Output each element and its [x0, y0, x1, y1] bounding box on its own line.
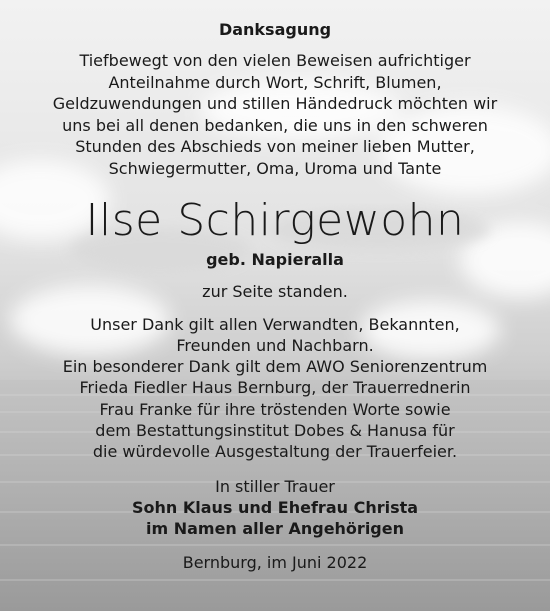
notice-heading: Danksagung	[218, 20, 332, 39]
thanks-paragraph	[0, 314, 550, 463]
thanks-line: die würdevolle Ausgestaltung der Trauerfeier.	[92, 442, 458, 462]
intro-line: Stunden des Abschieds von meiner lieben Mutter,	[75, 137, 475, 157]
signers	[0, 497, 550, 539]
intro-line: Geldzuwendungen und stillen Händedruck möchten wir	[52, 94, 498, 114]
thanks-line: Ein besonderer Dank gilt dem AWO Seniorenzentrum	[62, 357, 488, 377]
intro-paragraph	[0, 50, 550, 180]
thanks-line: Freunden und Nachbarn.	[176, 335, 374, 355]
intro-line: Schwiegermutter, Oma, Uroma und Tante	[108, 158, 442, 178]
deceased-name: Ilse Schirgewohn	[85, 194, 465, 246]
intro-line: Tiefbewegt von den vielen Beweisen aufrichtiger	[79, 51, 471, 70]
thanks-line: dem Bestattungsinstitut Dobes & Hanusa für	[95, 421, 455, 441]
place-date: Bernburg, im Juni 2022	[182, 552, 368, 572]
intro-line: Anteilnahme durch Wort, Schrift, Blumen,	[108, 72, 442, 92]
stood-by-line: zur Seite standen.	[202, 281, 348, 301]
intro-line: uns bei all denen bedanken, die uns in den schweren	[62, 115, 488, 135]
mourning-line: In stiller Trauer	[215, 476, 335, 496]
maiden-name: geb. Napieralla	[206, 249, 344, 269]
signer-line: Sohn Klaus und Ehefrau Christa	[131, 497, 419, 517]
thanks-line: Frau Franke für ihre tröstenden Worte sowie	[99, 399, 451, 419]
thanks-line: Frieda Fiedler Haus Bernburg, der Trauerrednerin	[79, 378, 471, 398]
thanks-line: Unser Dank gilt allen Verwandten, Bekannten,	[90, 314, 460, 334]
signer-line: im Namen aller Angehörigen	[145, 518, 404, 538]
